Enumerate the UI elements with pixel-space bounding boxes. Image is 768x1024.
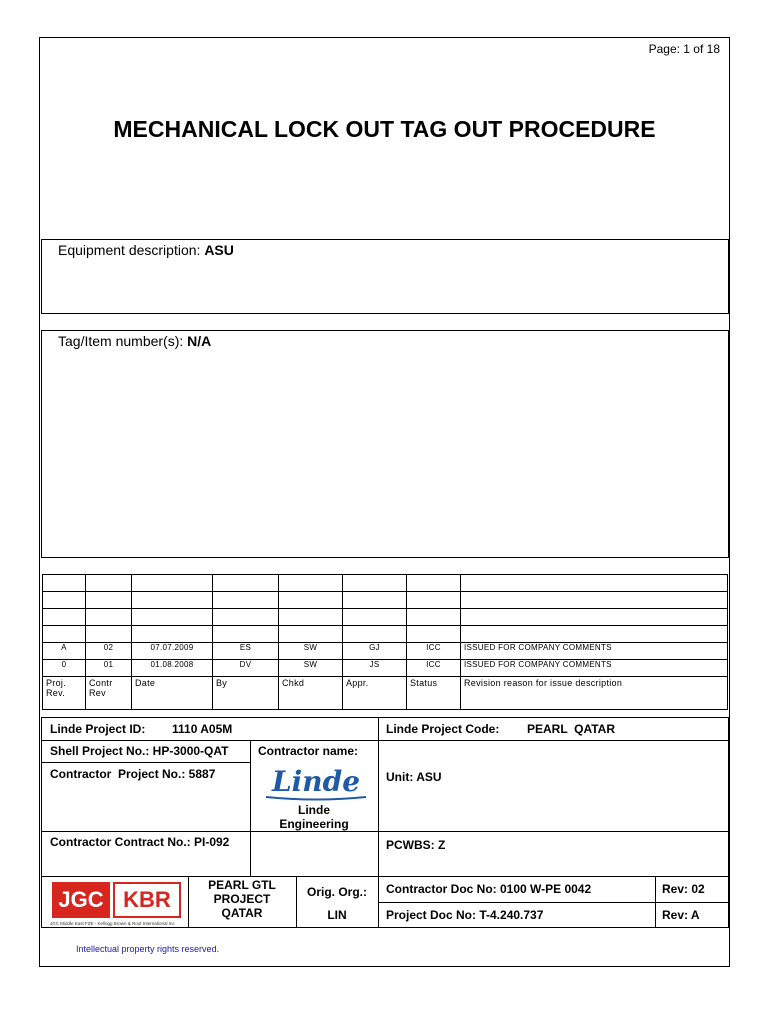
- kbr-logo: KBR: [113, 882, 181, 918]
- project-name-line3: QATAR: [221, 906, 263, 920]
- rev-cell: SW: [279, 660, 343, 677]
- tag-number-box: [41, 330, 729, 558]
- rev-cell: 01.08.2008: [132, 660, 213, 677]
- header-cell: Chkd: [279, 677, 343, 710]
- rev-cell: 07.07.2009: [132, 643, 213, 660]
- linde-project-id: 1110 A05M: [172, 722, 233, 736]
- header-cell: Appr.: [343, 677, 407, 710]
- rev-cell: JS: [343, 660, 407, 677]
- rev-cell: ISSUED FOR COMPANY COMMENTS: [461, 643, 728, 660]
- jgc-logo: JGC: [52, 882, 110, 918]
- contractor-project-no: Contractor Project No.: 5887: [50, 767, 216, 781]
- document-title: MECHANICAL LOCK OUT TAG OUT PROCEDURE: [113, 116, 656, 142]
- tb-divider: [378, 717, 379, 928]
- project-name-line1: PEARL GTL: [208, 878, 276, 892]
- table-row: [43, 643, 728, 660]
- rev-cell: A: [43, 643, 86, 660]
- tb-divider: [41, 831, 729, 832]
- header-cell: Proj. Rev.: [43, 677, 86, 710]
- tb-divider: [378, 902, 729, 903]
- linde-project-code: PEARL QATAR: [527, 722, 616, 736]
- table-row: [43, 592, 728, 609]
- rev-cell: SW: [279, 643, 343, 660]
- orig-org: LIN: [327, 908, 347, 922]
- tb-divider: [41, 762, 250, 763]
- project-doc-no: Project Doc No: T-4.240.737: [386, 908, 544, 922]
- contractor-name-label: Contractor name:: [258, 744, 359, 758]
- pcwbs-field: PCWBS: Z: [386, 838, 446, 852]
- tag-number-label: Tag/Item number(s):: [58, 333, 184, 349]
- rev-cell: ES: [213, 643, 279, 660]
- rev-cell: ICC: [407, 643, 461, 660]
- rev-project: Rev: A: [662, 908, 700, 922]
- page-number: Page: 1 of 18: [648, 42, 720, 56]
- project-name: [188, 878, 296, 920]
- tb-divider: [378, 876, 729, 877]
- rev-contractor: Rev: 02: [662, 882, 705, 896]
- tb-divider: [41, 740, 729, 741]
- rev-cell: 0: [43, 660, 86, 677]
- rev-cell: ISSUED FOR COMPANY COMMENTS: [461, 660, 728, 677]
- rev-cell: 02: [86, 643, 132, 660]
- tb-divider: [41, 876, 378, 877]
- linde-project-id-label: Linde Project ID:: [50, 722, 146, 736]
- header-cell: Status: [407, 677, 461, 710]
- linde-logo-text: Linde: [271, 765, 361, 798]
- table-header-row: [43, 677, 728, 710]
- unit-field: Unit: ASU: [386, 770, 442, 784]
- equipment-description-label: Equipment description:: [58, 242, 201, 258]
- revision-table: [42, 574, 728, 710]
- ip-rights-notice: Intellectual property rights reserved.: [76, 944, 220, 954]
- rev-cell: ICC: [407, 660, 461, 677]
- table-row: [43, 626, 728, 643]
- header-cell: Date: [132, 677, 213, 710]
- header-cell: Revision reason for issue description: [461, 677, 728, 710]
- linde-engineering-line2: Engineering: [279, 817, 349, 831]
- equipment-description-value: ASU: [204, 242, 234, 258]
- tag-number-field: [42, 331, 728, 349]
- header-cell: Contr Rev: [86, 677, 132, 710]
- contractor-doc-no: Contractor Doc No: 0100 W-PE 0042: [386, 882, 592, 896]
- contractor-contract-no: Contractor Contract No.: PI-092: [50, 835, 230, 849]
- linde-engineering-line1: Linde: [298, 803, 330, 817]
- equipment-description-field: [42, 240, 728, 258]
- equipment-description-box: [41, 239, 729, 314]
- rev-cell: DV: [213, 660, 279, 677]
- linde-logo-graphic: [262, 764, 370, 802]
- rev-cell: 01: [86, 660, 132, 677]
- table-row: [43, 609, 728, 626]
- linde-project-code-label: Linde Project Code:: [386, 722, 500, 736]
- project-name-line2: PROJECT: [213, 892, 271, 906]
- table-row: [43, 575, 728, 592]
- linde-logo: [262, 764, 370, 802]
- shell-project-no: Shell Project No.: HP-3000-QAT: [50, 744, 229, 758]
- table-row: [43, 660, 728, 677]
- rev-cell: GJ: [343, 643, 407, 660]
- header-cell: By: [213, 677, 279, 710]
- logo-subtitle: JGC Middle East FZE - Kellogg Brown & Root International Inc: [50, 921, 175, 926]
- orig-org-label: Orig. Org.:: [307, 885, 367, 899]
- tb-divider: [655, 876, 656, 928]
- tag-number-value: N/A: [187, 333, 212, 349]
